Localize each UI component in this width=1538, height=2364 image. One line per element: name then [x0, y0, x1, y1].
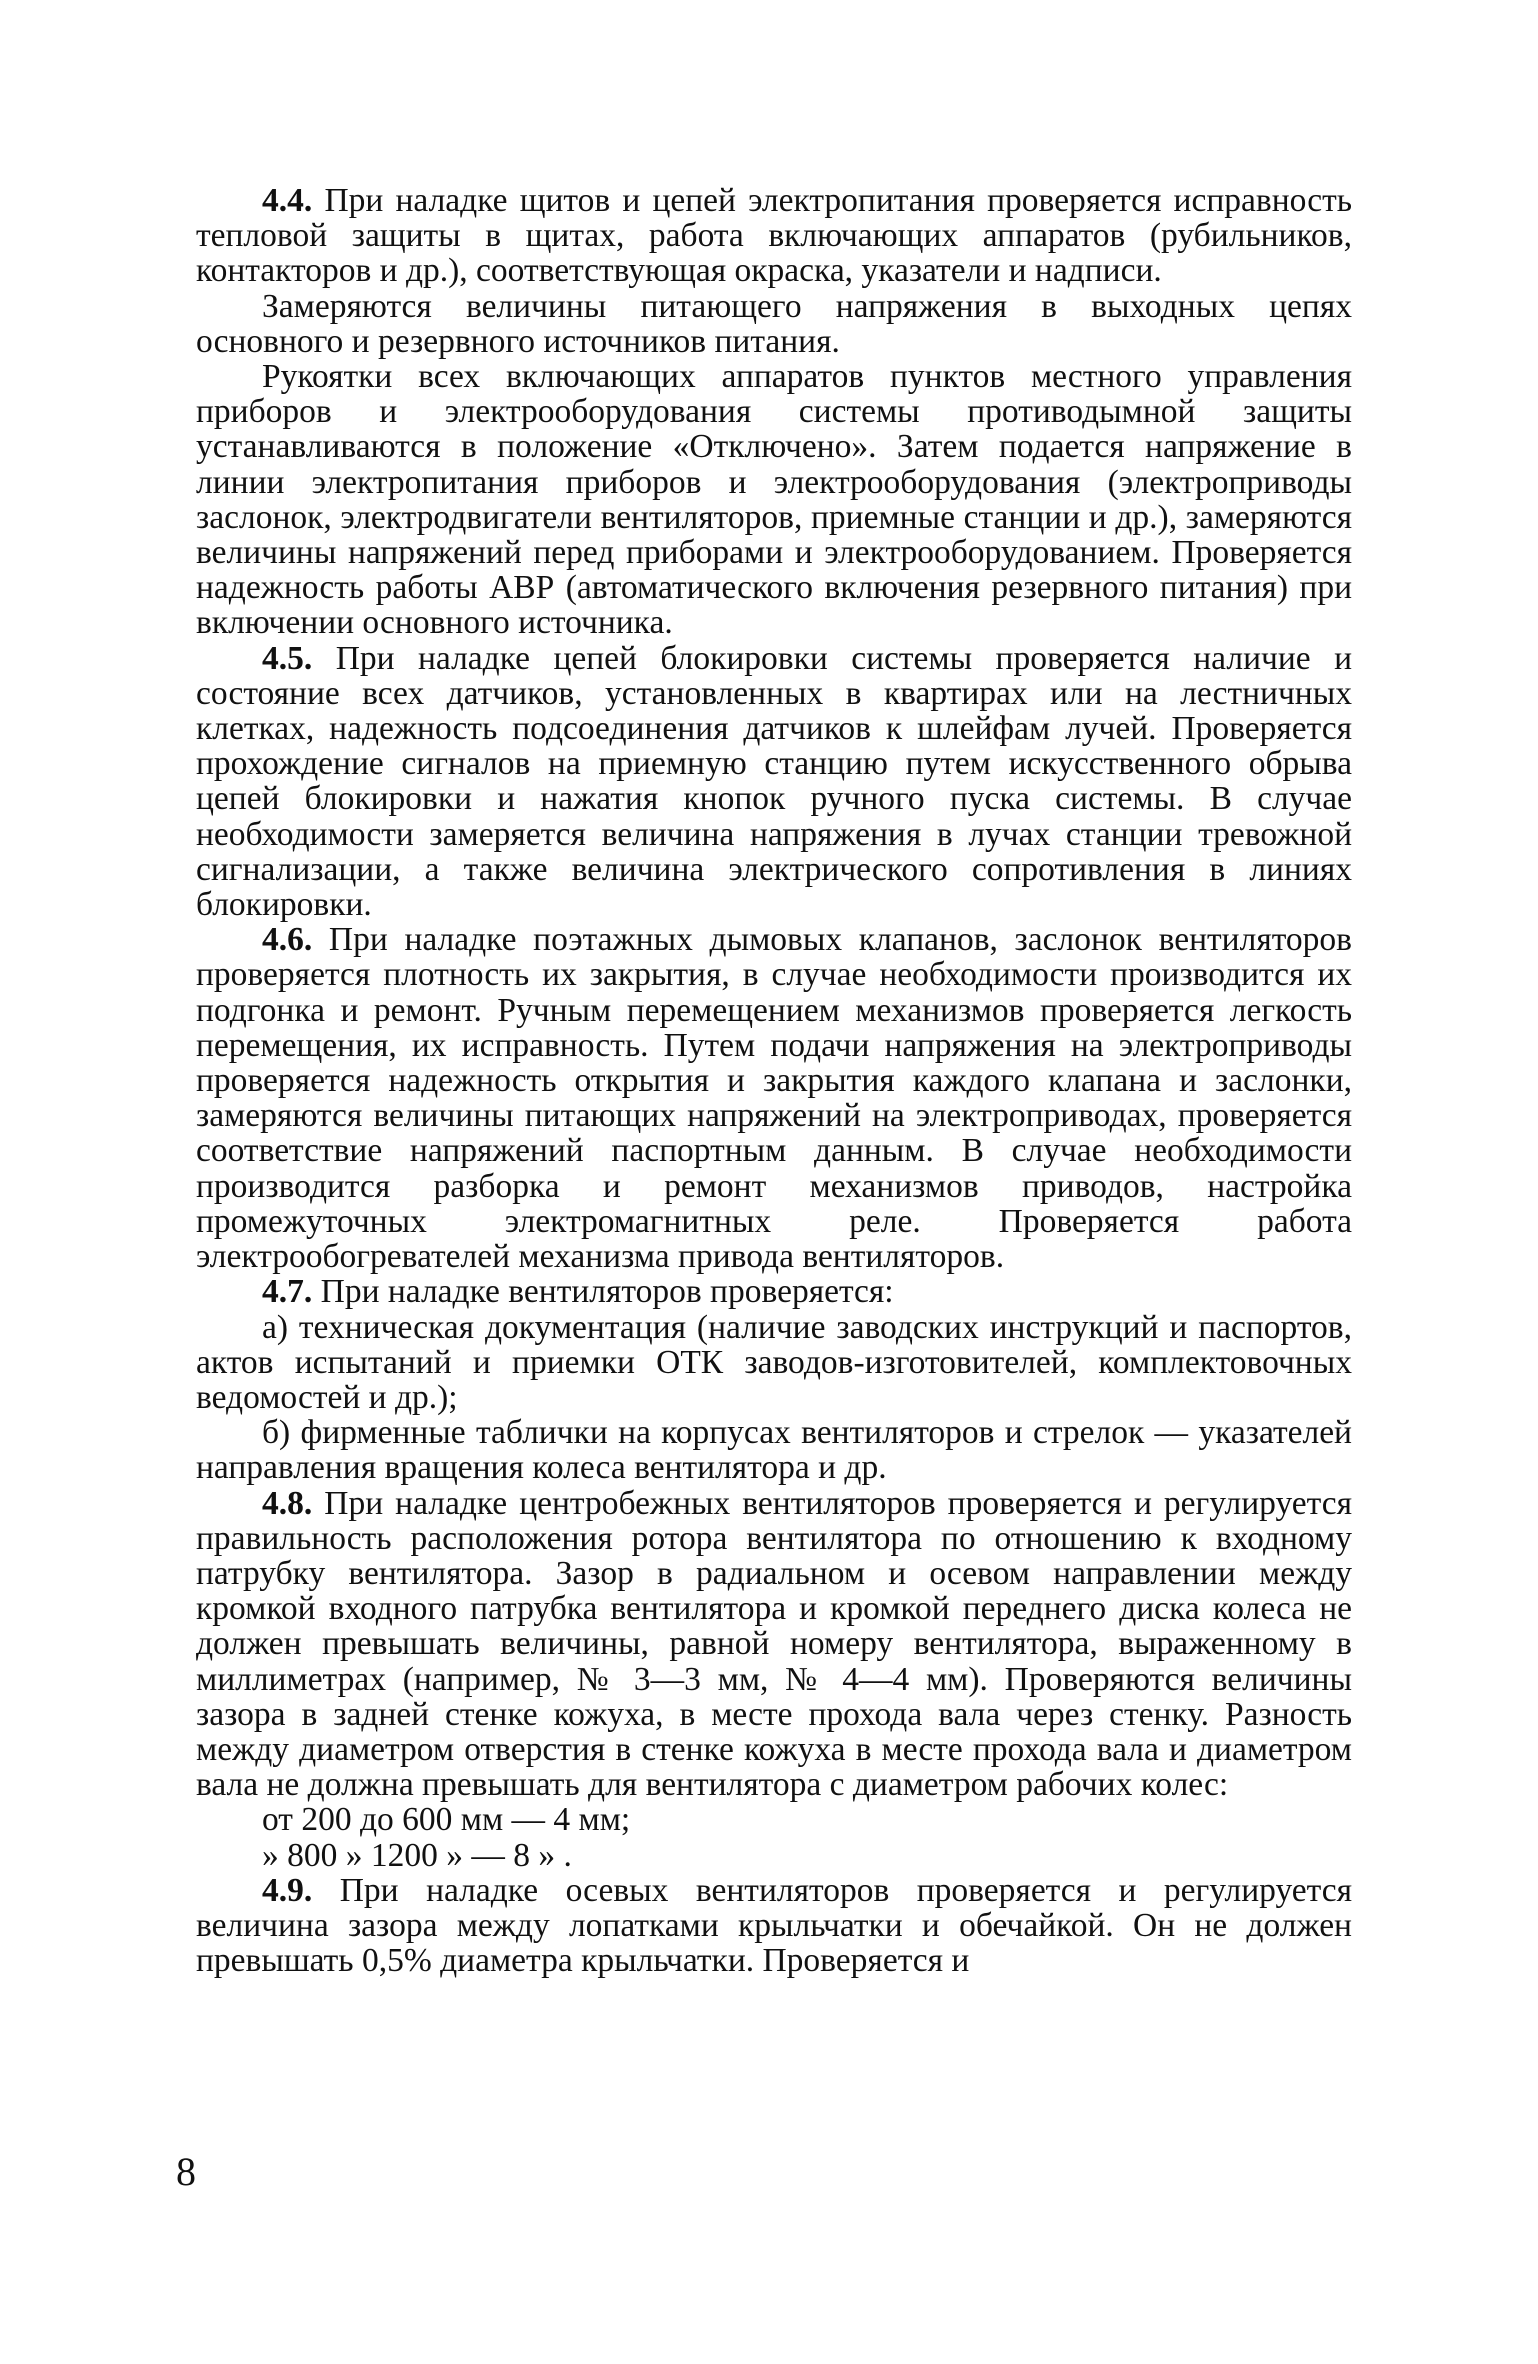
paragraph-4-5: [196, 641, 1352, 923]
size-line-2: » 800 » 1200 » — 8 » .: [262, 1836, 572, 1874]
paragraph-text: При наладке щитов и цепей электропитания проверяется исправность тепловой защиты в щитах, работа включающих аппаратов (рубильников, контакторов и др.), соответствующая окраска, указатели и надписи.: [196, 182, 1353, 290]
paragraph-text: Рукоятки всех включающих аппаратов пунктов местного управления приборов и электрооборудования системы противодымной защиты устанавливаются в положение «Отключено». Затем подается напряжение в линии электропитания приборов и электрооборудования (электроприводы заслонок, электродвигатели вентиляторов, приемные станции и др.), замеряются величины напряжений перед приборами и электрооборудованием. Проверяется надежность работы АВР (автоматического включения резервного питания) при включении основного источника.: [196, 358, 1352, 642]
paragraph-text: б) фирменные таблички на корпусах вентиляторов и стрелок — указателей направления вращения колеса вентилятора и др.: [196, 1414, 1352, 1487]
section-number: 4.7.: [262, 1273, 313, 1311]
paragraph-text: При наладке цепей блокировки системы проверяется наличие и состояние всех датчиков, установленных в квартирах или на лестничных клетках, надежность подсоединения датчиков к шлейфам лучей. Проверяется прохождение сигналов на приемную станцию путем искусственного обрыва цепей блокировки и нажатия кнопок ручного пуска системы. В случае необходимости замеряется величина напряжения в лучах станции тревожной сигнализации, а также величина электрического сопротивления в линиях блокировки.: [196, 639, 1352, 924]
page-body: [196, 183, 1352, 1978]
paragraph-4-8: [196, 1486, 1352, 1803]
section-number: 4.5.: [262, 639, 313, 677]
section-number: 4.9.: [262, 1871, 313, 1909]
paragraph-4-7: [196, 1274, 1352, 1309]
list-item-a: [196, 1310, 1352, 1416]
paragraph-text: Замеряются величины питающего напряжения в выходных цепях основного и резервного источников питания.: [196, 287, 1352, 360]
section-number: 4.8.: [262, 1484, 313, 1522]
paragraph-4-9: [196, 1873, 1352, 1979]
paragraph-voltage: [196, 289, 1352, 359]
paragraph-text: При наладке поэтажных дымовых клапанов, заслонок вентиляторов проверяется плотность их закрытия, в случае необходимости производится их подгонка и ремонт. Ручным перемещением механизмов проверяется легкость перемещения, их исправность. Путем подачи напряжения на электроприводы проверяется надежность открытия и закрытия каждого клапана и заслонки, замеряются величины питающих напряжений на электроприводах, проверяется соответствие напряжений паспортным данным. В случае необходимости производится разборка и ремонт механизмов приводов, настройка промежуточных электромагнитных реле. Проверяется работа электрообогревателей механизма привода вентиляторов.: [196, 921, 1352, 1276]
section-number: 4.4.: [262, 182, 313, 219]
paragraph-handles: [196, 359, 1352, 641]
paragraph-text: При наладке центробежных вентиляторов проверяется и регулируется правильность расположения ротора вентилятора по отношению к входному патрубку вентилятора. Зазор в радиальном и осевом направлении между кромкой входного патрубка вентилятора и кромкой переднего диска колеса не должен превышать величины, равной номеру вентилятора, выраженному в миллиметрах (например, № 3—3 мм, № 4—4 мм). Проверяются величины зазора в задней стенке кожуха, в месте прохода вала через стенку. Разность между диаметром отверстия в стенке кожуха в месте прохода вала и диаметром вала не должна превышать для вентилятора с диаметром рабочих колес:: [196, 1484, 1352, 1804]
paragraph-text: При наладке осевых вентиляторов проверяется и регулируется величина зазора между лопатками крыльчатки и обечайкой. Он не должен превышать 0,5% диаметра крыльчатки. Проверяется и: [196, 1871, 1352, 1980]
page-number: 8: [176, 2149, 196, 2194]
section-number: 4.6.: [262, 921, 313, 959]
paragraph-4-6: [196, 922, 1352, 1274]
paragraph-4-4: [196, 183, 1352, 289]
paragraph-text: При наладке вентиляторов проверяется:: [320, 1273, 894, 1311]
paragraph-text: а) техническая документация (наличие заводских инструкций и паспортов, актов испытаний и приемки ОТК заводов-изготовителей, комплектовочных ведомостей и др.);: [196, 1308, 1352, 1416]
size-line-1: от 200 до 600 мм — 4 мм;: [262, 1801, 631, 1839]
list-item-b: [196, 1415, 1352, 1485]
